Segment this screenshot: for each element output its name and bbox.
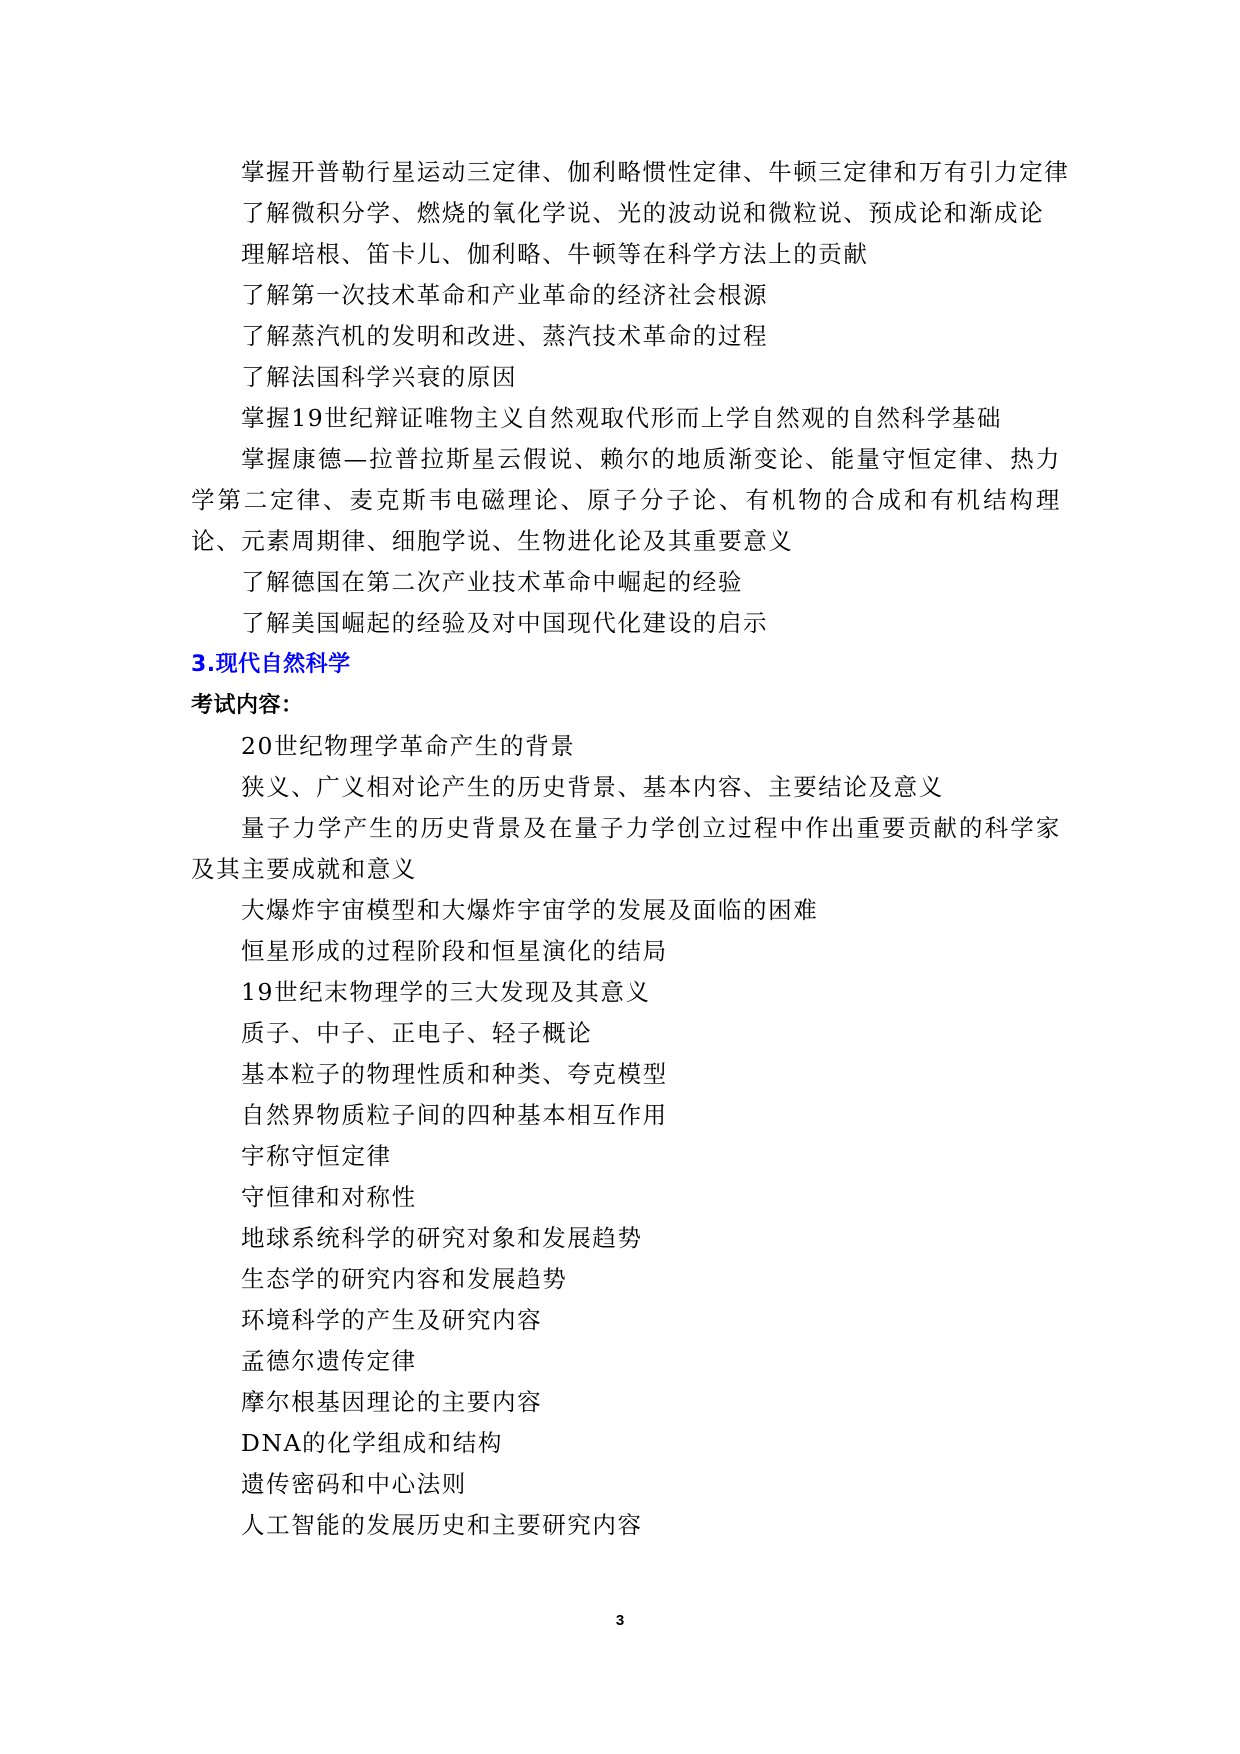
list-item: 19世纪末物理学的三大发现及其意义 — [241, 978, 651, 1006]
list-item: 宇称守恒定律 — [241, 1142, 392, 1170]
list-item: 基本粒子的物理性质和种类、夸克模型 — [241, 1060, 668, 1088]
list-item: 恒星形成的过程阶段和恒星演化的结局 — [241, 937, 668, 965]
list-item: 了解美国崛起的经验及对中国现代化建设的启示 — [241, 609, 769, 637]
list-item-paragraph: 掌握康德—拉普拉斯星云假说、赖尔的地质渐变论、能量守恒定律、热力学第二定律、麦克斯韦电磁理论、原子分子论、有机物的合成和有机结构理论、元素周期律、细胞学说、生物进化论及其重要意义 — [191, 445, 1061, 555]
list-item: 守恒律和对称性 — [241, 1183, 417, 1211]
list-item: 掌握开普勒行星运动三定律、伽利略惯性定律、牛顿三定律和万有引力定律 — [241, 158, 1070, 186]
list-item: 狭义、广义相对论产生的历史背景、基本内容、主要结论及意义 — [241, 773, 944, 801]
list-item: 质子、中子、正电子、轻子概论 — [241, 1019, 593, 1047]
list-item: 自然界物质粒子间的四种基本相互作用 — [241, 1101, 668, 1129]
list-item: 环境科学的产生及研究内容 — [241, 1306, 543, 1334]
list-item: 掌握19世纪辩证唯物主义自然观取代形而上学自然观的自然科学基础 — [241, 404, 1003, 432]
list-item: 生态学的研究内容和发展趋势 — [241, 1265, 568, 1293]
document-body — [191, 152, 1070, 1546]
list-item: 了解德国在第二次产业技术革命中崛起的经验 — [241, 568, 743, 596]
list-item: 地球系统科学的研究对象和发展趋势 — [241, 1224, 643, 1252]
list-item: 摩尔根基因理论的主要内容 — [241, 1388, 543, 1416]
list-item: 人工智能的发展历史和主要研究内容 — [241, 1511, 643, 1539]
list-item: 遗传密码和中心法则 — [241, 1470, 467, 1498]
section-title: 3.现代自然科学 — [191, 652, 351, 677]
list-item: 了解第一次技术革命和产业革命的经济社会根源 — [241, 281, 769, 309]
list-item: 了解法国科学兴衰的原因 — [241, 363, 518, 391]
list-item: 大爆炸宇宙模型和大爆炸宇宙学的发展及面临的困难 — [241, 896, 819, 924]
list-item: 孟德尔遗传定律 — [241, 1347, 417, 1375]
list-item: 了解蒸汽机的发明和改进、蒸汽技术革命的过程 — [241, 322, 769, 350]
list-item-paragraph: 量子力学产生的历史背景及在量子力学创立过程中作出重要贡献的科学家及其主要成就和意义 — [191, 814, 1061, 883]
list-item: 了解微积分学、燃烧的氧化学说、光的波动说和微粒说、预成论和渐成论 — [241, 199, 1045, 227]
list-item: 理解培根、笛卡儿、伽利略、牛顿等在科学方法上的贡献 — [241, 240, 869, 268]
list-item: DNA的化学组成和结构 — [241, 1429, 503, 1457]
page-number: 3 — [615, 1612, 625, 1629]
exam-content-heading: 考试内容： — [191, 693, 304, 718]
list-item: 20世纪物理学革命产生的背景 — [241, 732, 576, 760]
